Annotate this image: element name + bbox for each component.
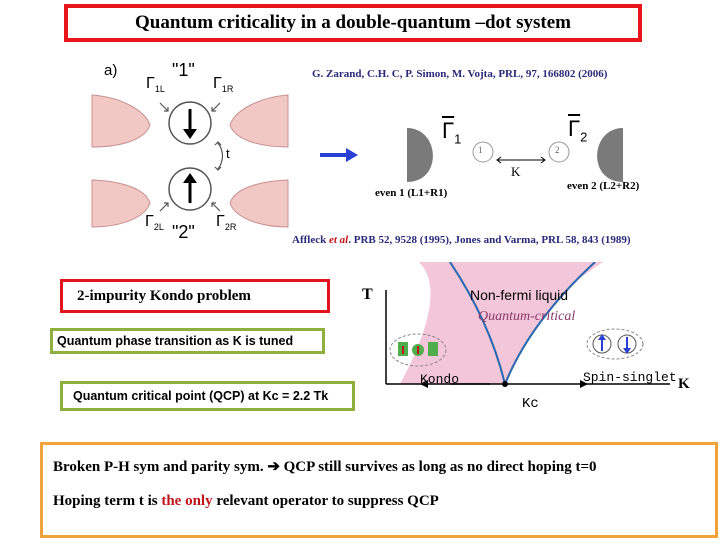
lead-even-1 <box>407 128 433 182</box>
qcp-box: Quantum critical point (QCP) at Kc = 2.2 Tk <box>60 381 355 411</box>
kondo-problem-box: 2-impurity Kondo problem <box>60 279 330 313</box>
non-fermi-liquid-label: Non-fermi liquid <box>470 287 569 303</box>
even-dot2-label: 2 <box>555 145 560 155</box>
k-axis-label: K <box>678 376 690 392</box>
slide-title: Quantum criticality in a double-quantum –dot system <box>64 4 642 42</box>
dot1-label: "1" <box>172 60 195 80</box>
lead-2R <box>230 180 288 227</box>
double-dot-schematic <box>90 85 290 245</box>
lead-2L <box>92 180 150 227</box>
even-2-label: even 2 (L2+R2) <box>567 180 640 192</box>
gamma-2L-label: $\Gamma_{2L}$ <box>145 213 164 233</box>
even-1-label: even 1 (L1+R1) <box>375 187 448 199</box>
gamma-1R-label: $\Gamma_{1R}$ <box>213 75 234 95</box>
conclusion-line-1: Broken P-H sym and parity sym. ➔ QCP still survives as long as no direct hoping t=0 <box>53 459 597 475</box>
right-arrow-icon <box>318 145 360 165</box>
citation-zarand: G. Zarand, C.H. C, P. Simon, M. Vojta, PRL, 97, 166802 (2006) <box>312 68 608 80</box>
spin-singlet-label: Spin-singlet <box>583 370 677 385</box>
lead-1R <box>230 95 288 147</box>
kc-point <box>502 381 508 387</box>
phase-diagram <box>380 262 700 412</box>
citation-affleck: Affleck et al. PRB 52, 9528 (1995), Jones and Varma, PRL 58, 843 (1989) <box>292 234 631 246</box>
kondo-label: Kondo <box>420 372 460 387</box>
dot-even-1 <box>473 142 493 162</box>
gamma-2-label: $\overline{\Gamma}_2$ <box>568 116 588 145</box>
k-coupling-arrow <box>497 157 545 163</box>
gamma-1-label: $\overline{\Gamma}_1$ <box>442 118 462 147</box>
quantum-critical-label: Quantum-critical <box>478 309 576 324</box>
gamma-2R-label: $\Gamma_{2R}$ <box>216 213 237 233</box>
conclusion-box <box>40 442 718 538</box>
dot2-label: "2" <box>172 222 195 242</box>
conclusion-line-2: Hoping term t is the only relevant operator to suppress QCP <box>53 493 439 509</box>
kc-label: Kc <box>522 396 539 412</box>
k-coupling-label: K <box>511 164 521 179</box>
tunneling-t-label: t <box>226 146 230 161</box>
phase-transition-box: Quantum phase transition as K is tuned <box>50 328 325 354</box>
panel-a-label: a) <box>104 62 118 79</box>
gamma-1L-label: $\Gamma_{1L}$ <box>146 75 165 95</box>
t-axis-label: T <box>362 286 373 303</box>
lead-even-2 <box>597 128 623 182</box>
lead-1L <box>92 95 150 147</box>
even-dot1-label: 1 <box>478 145 483 155</box>
spin-singlet-icon <box>587 329 643 359</box>
